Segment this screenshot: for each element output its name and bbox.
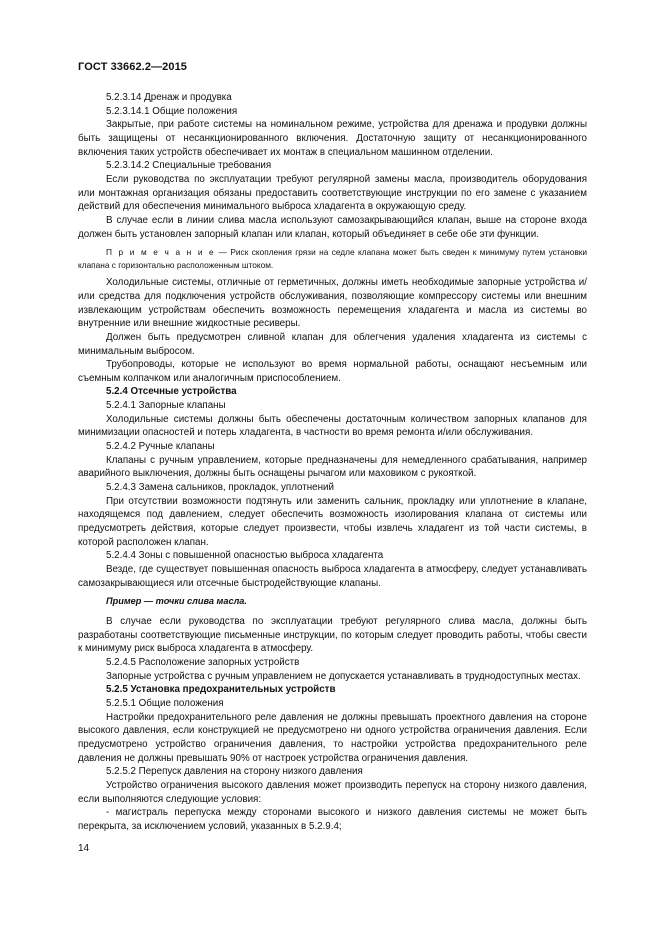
body-paragraph: Холодильные системы должны быть обеспечены достаточным количеством запорных клапанов для минимизации опасностей и потерь хладагента, в частности во время ремонта и/или обслуживания. <box>78 413 587 439</box>
section-heading: 5.2.3.14 Дренаж и продувка <box>106 92 232 103</box>
section-heading: 5.2.3.14.1 Общие положения <box>106 105 238 117</box>
body-paragraph: Запорные устройства с ручным управлением не допускается устанавливать в труднодоступных местах. <box>106 670 581 682</box>
page-content <box>78 91 587 833</box>
section-heading: 5.2.5.2 Перепуск давления на сторону низкого давления <box>106 766 363 778</box>
section-heading: 5.2.4.2 Ручные клапаны <box>106 441 215 453</box>
section-heading: 5.2.4.5 Расположение запорных устройств <box>106 656 300 668</box>
body-paragraph: Холодильные системы, отличные от герметичных, должны иметь необходимые запорные устройства и/или средства для подключения устройств обслуживания, позволяющие компрессору системы или внешним извлекающим устройствам обеспечить возможность перемещения хладагента и масла из системы во внутренние или внешние жидкостные ресиверы. <box>78 277 587 330</box>
body-paragraph: Закрытые, при работе системы на номинальном режиме, устройства для дренажа и продувки должны быть защищены от несанкционированного включения. Достаточную защиту от несанкционированного включения таких устройств обеспечивает их монтаж в специальном машинном отделении. <box>78 119 587 158</box>
section-heading-bold: 5.2.5 Установка предохранительных устройств <box>106 684 336 696</box>
body-paragraph: В случае если в линии слива масла используют самозакрывающийся клапан, выше на стороне входа должен быть установлен запорный клапан или клапан, который объединяет в себе обе эти функции. <box>78 214 587 240</box>
body-paragraph: Если руководства по эксплуатации требуют регулярной замены масла, производитель оборудования или монтажная организация обязаны предоставить соответствующие инструкции по его замене с указанием действий для обеспечения минимального выброса хладагента в окружающую среду. <box>78 173 587 213</box>
note-paragraph <box>78 246 587 271</box>
section-heading: 5.2.4.3 Замена сальников, прокладок, уплотнений <box>106 482 334 494</box>
note-text: — Риск скопления грязи на седле клапана может быть сведен к минимуму путем установки клапана с горизонтально расположенным штоком. <box>78 247 587 270</box>
body-paragraph: Клапаны с ручным управлением, которые предназначены для немедленного срабатывания, например аварийного выключения, должны быть оснащены рычагом или маховиком с рукояткой. <box>78 454 587 480</box>
section-heading: 5.2.3.14.2 Специальные требования <box>106 160 272 172</box>
body-paragraph: Трубопроводы, которые не используют во время нормальной работы, оснащают несъемным или съемным колпачком или аналогичным приспособлением. <box>78 359 587 384</box>
page-number: 14 <box>78 843 90 854</box>
body-paragraph: Везде, где существует повышенная опасность выброса хладагента в атмосферу, следует устанавливать самозакрывающиеся или отсечные быстродействующие клапаны. <box>78 564 587 589</box>
body-paragraph: Должен быть предусмотрен сливной клапан для облегчения удаления хладагента из системы с минимальным выбросом. <box>78 331 587 357</box>
body-paragraph: Настройки предохранительного реле давления не должны превышать проектного давления на стороне высокого давления, если конструкцией не предусмотрено ни одного устройства ограничения давления. Если предусмотрено устройство ограничения давления, то настройки устройства предохранительного реле давления не должны превышать 90% от настроек устройства ограничения давления. <box>78 711 587 764</box>
section-heading: 5.2.4.1 Запорные клапаны <box>106 400 226 412</box>
example-line: Пример — точки слива масла. <box>106 596 247 607</box>
document-header: ГОСТ 33662.2—2015 <box>78 61 188 73</box>
section-heading: 5.2.4.4 Зоны с повышенной опасностью выброса хладагента <box>106 550 384 562</box>
section-heading: 5.2.5.1 Общие положения <box>106 697 224 709</box>
body-paragraph: - магистраль перепуска между сторонами высокого и низкого давления системы не может быть перекрыта, за исключением условий, указанных в 5.2.9.4; <box>78 807 587 832</box>
body-paragraph: В случае если руководства по эксплуатации требуют регулярного слива масла, должны быть разработаны соответствующие письменные инструкции, по которым следует проводить работы, чтобы свести к минимуму риск выброса хладагента в атмосферу. <box>78 615 587 655</box>
body-paragraph: Устройство ограничения высокого давления может производить перепуск на сторону низкого давления, если выполняются следующие условия: <box>78 779 587 805</box>
note-label: П р и м е ч а н и е <box>106 247 216 258</box>
body-paragraph: При отсутствии возможности подтянуть или заменить сальник, прокладку или уплотнение в клапане, находящемся под давлением, следует обеспечить возможность изолирования клапана от системы или предусмотреть действия, которые следует произвести, чтобы извлечь хладагент из той части системы, в которой расположен клапан. <box>78 495 587 548</box>
section-heading-bold: 5.2.4 Отсечные устройства <box>106 386 237 398</box>
